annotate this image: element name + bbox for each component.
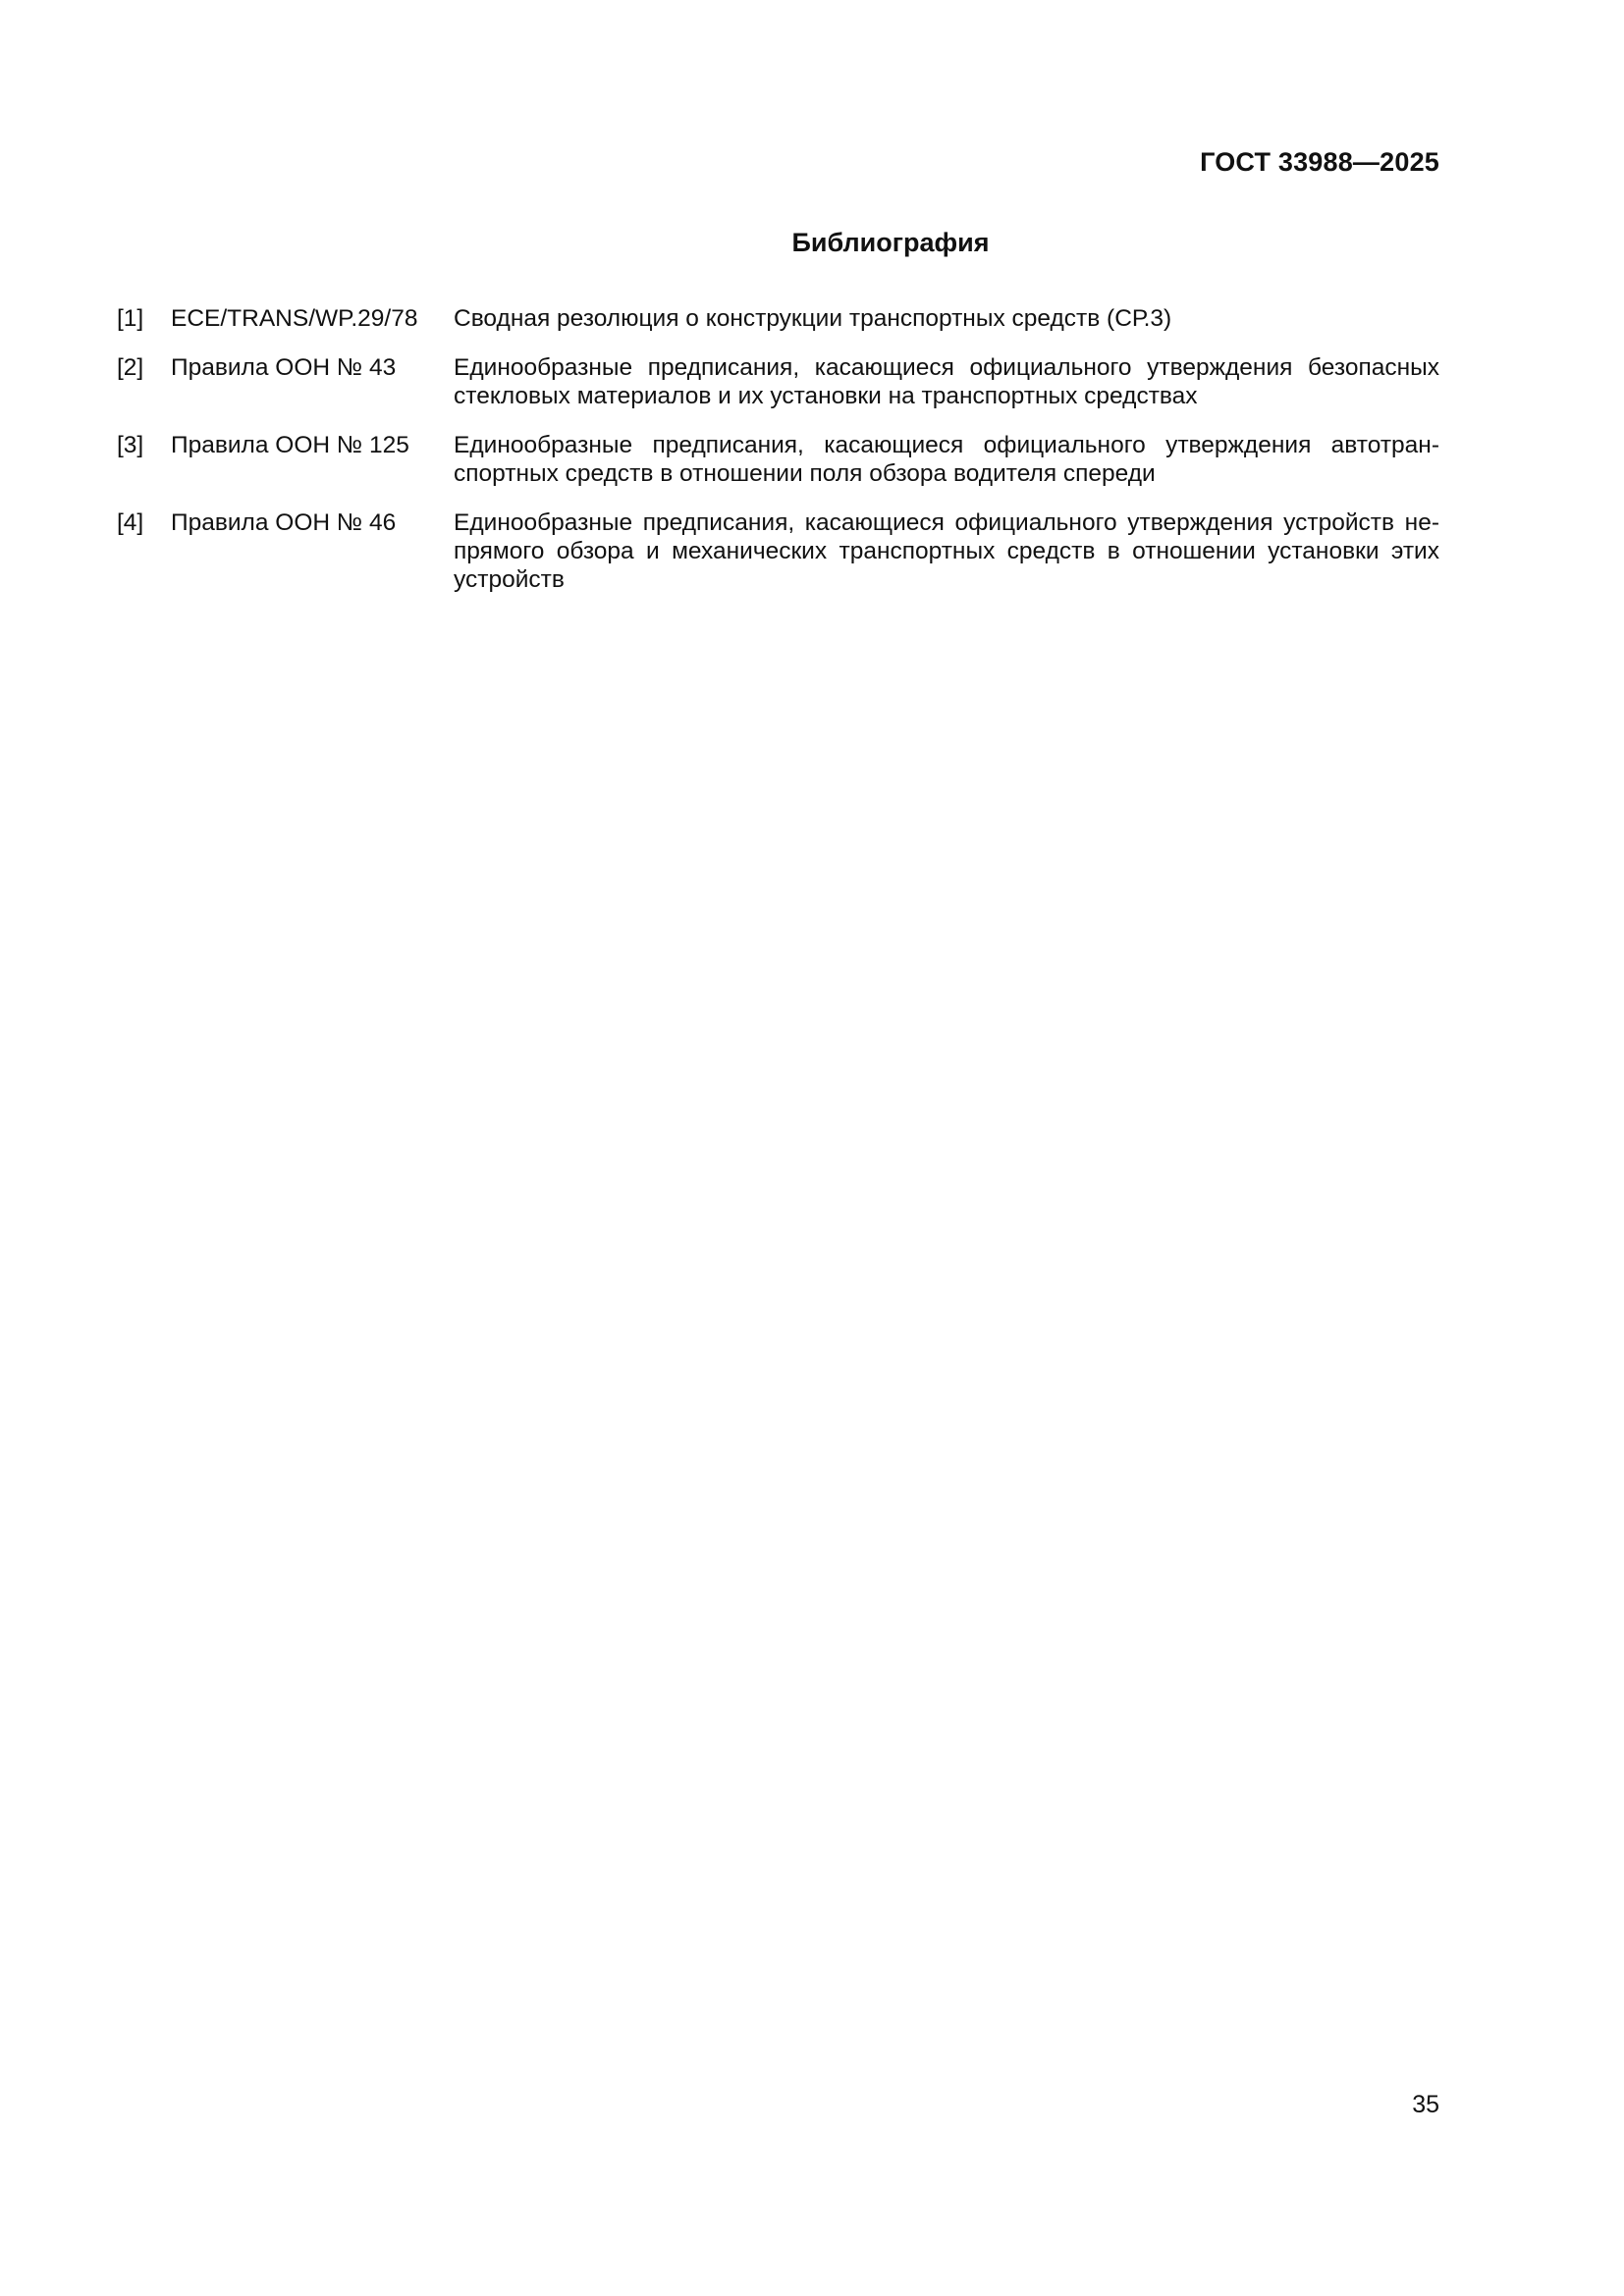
entry-description: Сводная резолюция о конструкции транспортных средств (СР.3) [454, 305, 1172, 332]
entry-description: Единообразные предписания, касающиеся официального утверждения автотранспортных средств в отношении поля обзора водителя спереди [454, 432, 1439, 487]
entry-reference: Правила ООН № 43 [171, 354, 397, 381]
entry-reference: Правила ООН № 125 [171, 432, 409, 458]
entry-description: Единообразные предписания, касающиеся официального утверждения устройств непрямого обзора и механических транспортных средств в отношении установки этих устройств [454, 509, 1439, 593]
bibliography-list [117, 304, 1439, 614]
bibliography-entry [117, 304, 1439, 333]
entry-number: [2] [117, 354, 144, 381]
section-title: Библиография [791, 228, 990, 257]
entry-reference: ECE/TRANS/WP.29/78 [171, 305, 418, 332]
bibliography-entry [117, 353, 1439, 410]
entry-reference: Правила ООН № 46 [171, 509, 397, 536]
bibliography-entry [117, 508, 1439, 594]
entry-number: [1] [117, 305, 144, 332]
entry-description: Единообразные предписания, касающиеся официального утверждения безопасных стекловых материалов и их установки на транспортных средствах [454, 354, 1439, 409]
entry-number: [3] [117, 432, 144, 458]
bibliography-entry [117, 431, 1439, 488]
entry-number: [4] [117, 509, 144, 536]
document-code: ГОСТ 33988—2025 [1200, 147, 1439, 177]
page-number: 35 [1412, 2091, 1439, 2118]
